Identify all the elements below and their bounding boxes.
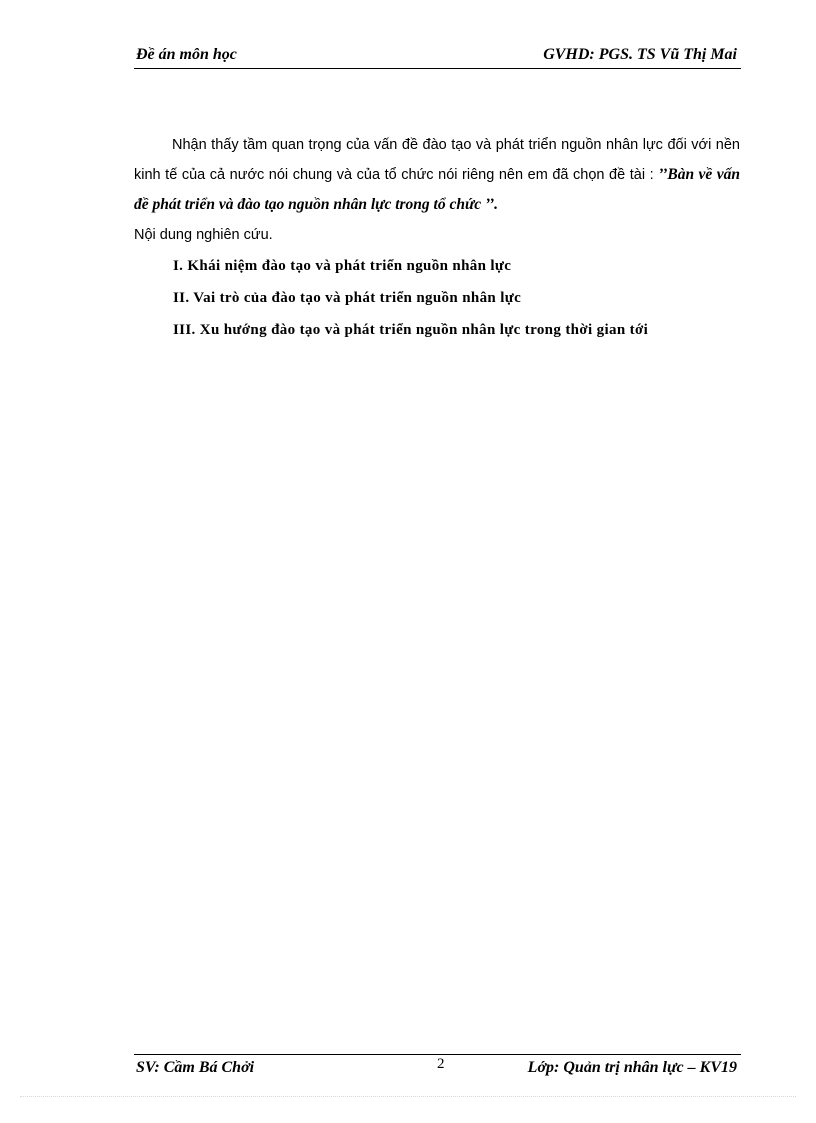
page-header <box>134 44 741 69</box>
outline-item: I. Khái niệm đào tạo và phát triển nguồn nhân lực <box>173 258 512 274</box>
course-title: Đề án môn học <box>136 46 237 63</box>
student-name: SV: Cầm Bá Chởi <box>136 1059 255 1076</box>
bottom-divider <box>20 1096 796 1097</box>
research-scope-label: Nội dung nghiên cứu. <box>134 227 273 243</box>
document-body <box>134 130 740 346</box>
supervisor-name: GVHD: PGS. TS Vũ Thị Mai <box>543 46 737 63</box>
intro-text: Nhận thấy tầm quan trọng của vấn đề đào tạo và phát triển nguồn nhân lực đối với nền kinh tế của cả nước nói chung và của tổ chức nói riêng nên em đã chọn đề tài : <box>134 137 740 183</box>
research-outline <box>134 250 740 346</box>
class-name: Lớp: Quản trị nhân lực – KV19 <box>527 1059 737 1076</box>
page-footer <box>134 1054 741 1083</box>
outline-item: III. Xu hướng đào tạo và phát triển nguồn nhân lực trong thời gian tới <box>173 322 649 338</box>
topic-title: ’’Bàn về vấn đề phát triển và đào tạo nguồn nhân lực trong tổ chức ’’. <box>134 166 740 213</box>
page-number: 2 <box>437 1056 445 1072</box>
outline-item: II. Vai trò của đào tạo và phát triển nguồn nhân lực <box>173 290 522 306</box>
intro-paragraph <box>134 130 740 220</box>
